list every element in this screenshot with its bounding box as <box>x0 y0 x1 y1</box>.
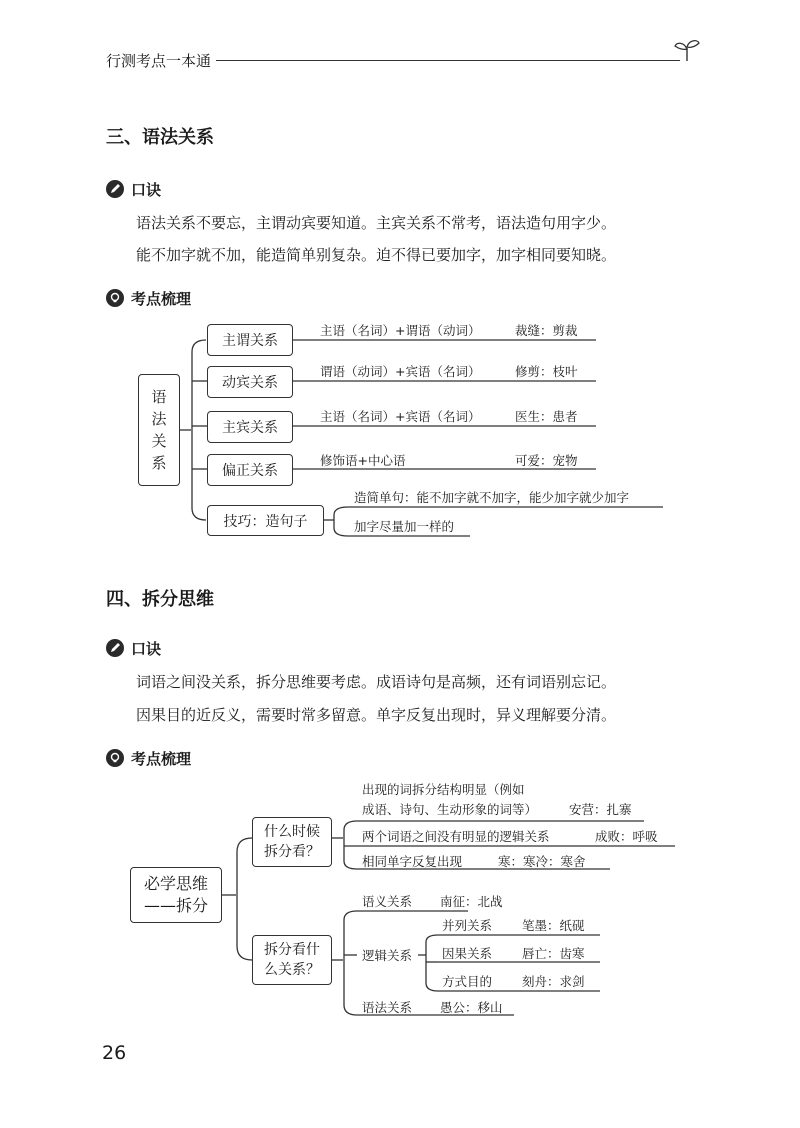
question-line: 什么时候 <box>264 824 320 840</box>
question-line: 么关系？ <box>264 962 320 978</box>
branch-example: 修剪：枝叶 <box>515 364 578 379</box>
branch-structure: 主语（名词）+宾语（名词） <box>320 409 481 424</box>
question-box <box>252 935 332 985</box>
page-number: 26 <box>102 1042 127 1064</box>
logic-item-label: 并列关系 <box>442 918 493 933</box>
relation-example: 南征：北战 <box>440 894 503 909</box>
root-box: 语法关系 <box>138 374 180 486</box>
when-item-text: 相同单字反复出现 <box>362 854 463 869</box>
when-item-example: 安营：扎寨 <box>569 802 632 817</box>
branch-box: 偏正关系 <box>207 454 293 486</box>
when-item-text: 两个词语之间没有明显的逻辑关系 <box>362 829 550 844</box>
when-item-text: 成语、诗句、生动形象的词等） <box>362 802 538 817</box>
relation-label: 语法关系 <box>362 1000 413 1015</box>
relation-example: 愚公：移山 <box>440 1000 503 1015</box>
tip-item: 加字尽量加一样的 <box>354 519 455 534</box>
branch-example: 可爱：宠物 <box>515 453 578 468</box>
mnemonic-line: 能不加字就不加，能造简单别复杂。迫不得已要加字，加字相同要知晓。 <box>136 246 617 264</box>
when-item-example: 寒：寒冷：寒舍 <box>498 854 586 869</box>
logic-item-label: 因果关系 <box>442 946 493 961</box>
running-header: 行测考点一本通 <box>106 52 212 70</box>
root-line: 必学思维 <box>143 874 208 893</box>
mnemonic-label: 口诀 <box>131 181 162 199</box>
question-line: 拆分看什 <box>264 942 320 958</box>
branch-structure: 修饰语+中心语 <box>320 453 406 468</box>
logic-item-example: 刻舟：求剑 <box>522 974 585 989</box>
branch-box: 动宾关系 <box>207 366 293 398</box>
when-item-text: 出现的词拆分结构明显（例如 <box>362 782 525 797</box>
review-label: 考点梳理 <box>131 750 192 768</box>
root-box <box>130 867 222 923</box>
branch-structure: 主语（名词）+谓语（动词） <box>320 323 481 338</box>
logic-item-label: 方式目的 <box>442 974 493 989</box>
logic-item-example: 唇亡：齿寒 <box>522 946 585 961</box>
when-item-example: 成败：呼吸 <box>595 829 658 844</box>
branch-box: 主谓关系 <box>207 324 293 356</box>
section-title: 四、拆分思维 <box>106 589 214 610</box>
mnemonic-label: 口诀 <box>131 640 162 658</box>
branch-box: 主宾关系 <box>207 411 293 443</box>
branch-structure: 谓语（动词）+宾语（名词） <box>320 364 481 379</box>
section-title: 三、语法关系 <box>106 127 214 148</box>
branch-example: 裁缝：剪裁 <box>515 323 578 338</box>
mnemonic-line: 因果目的近反义，需要时常多留意。单字反复出现时，异义理解要分清。 <box>136 706 617 724</box>
relation-label: 语义关系 <box>362 894 413 909</box>
tip-box: 技巧：造句子 <box>207 505 324 536</box>
review-label: 考点梳理 <box>131 290 192 308</box>
relation-label: 逻辑关系 <box>362 948 413 963</box>
branch-example: 医生：患者 <box>515 409 578 424</box>
tip-item: 造简单句：能不加字就不加字，能少加字就少加字 <box>354 490 630 505</box>
root-line: ——拆分 <box>143 896 208 915</box>
question-line: 拆分看？ <box>264 844 320 860</box>
mnemonic-line: 词语之间没关系，拆分思维要考虑。成语诗句是高频，还有词语别忘记。 <box>136 673 617 691</box>
question-box <box>252 817 332 867</box>
logic-item-example: 笔墨：纸砚 <box>522 918 585 933</box>
mnemonic-line: 语法关系不要忘，主谓动宾要知道。主宾关系不常考，语法造句用字少。 <box>136 214 617 232</box>
